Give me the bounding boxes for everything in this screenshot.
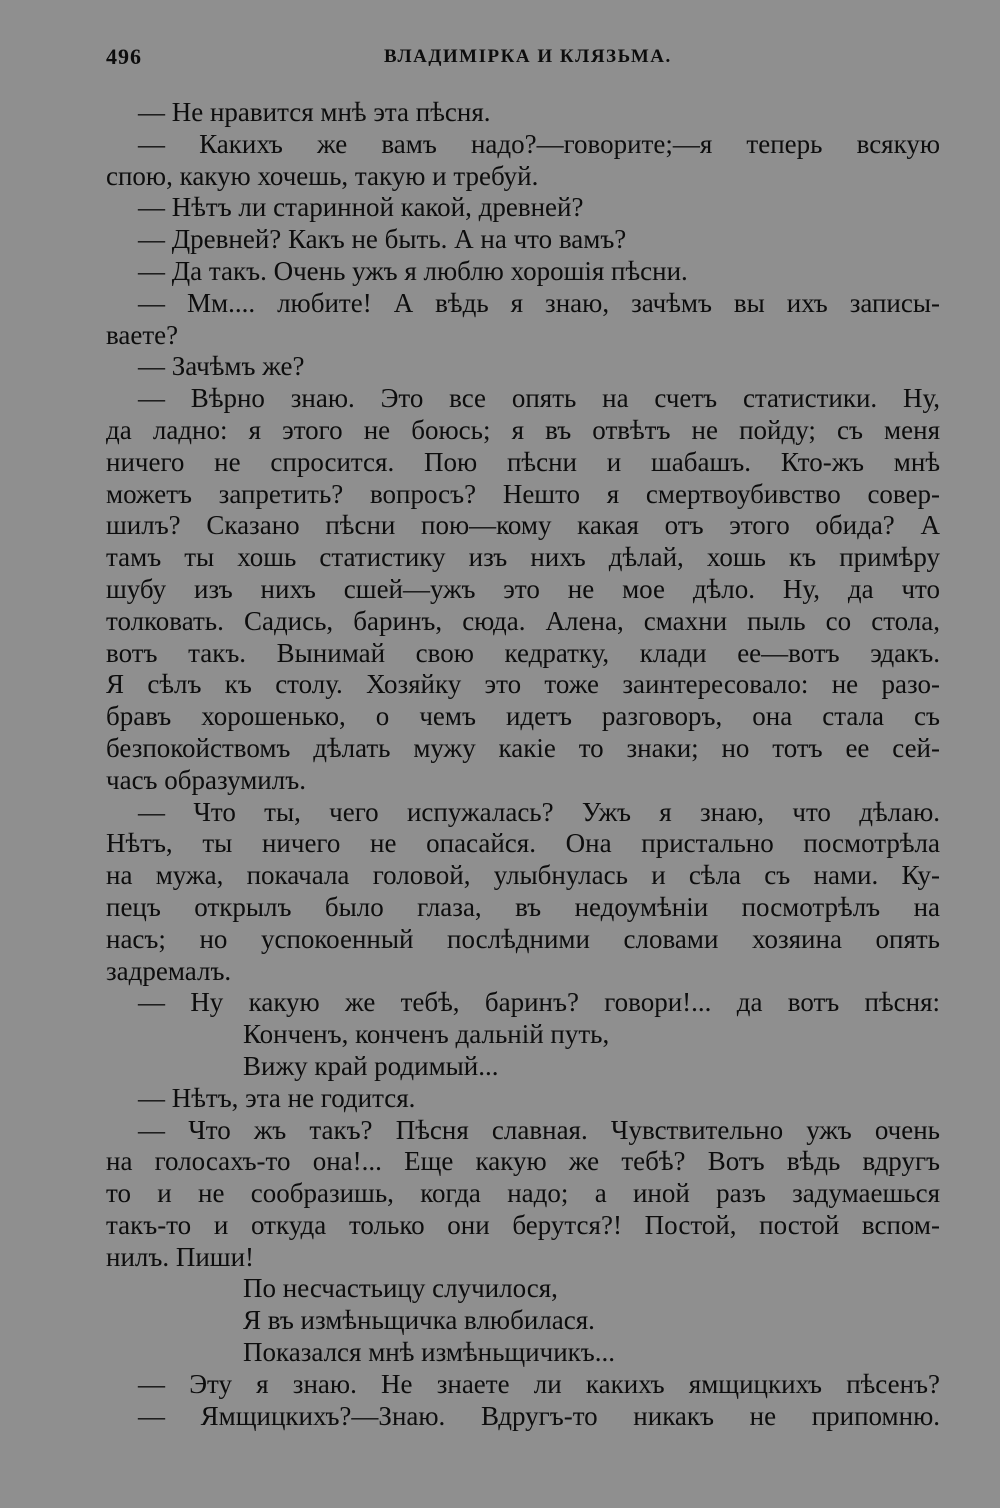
text-line: ваете? [106, 319, 179, 350]
text-line: — Древней? Какъ не быть. А на что вамъ? [138, 224, 627, 255]
text-line: шубу изъ нихъ сшей—ужъ это не мое дѣло. Ну, да что [106, 573, 940, 604]
text-line: — Ямщицкихъ?—Знаю. Вдругъ-то никакъ не припомню. [138, 1400, 940, 1431]
text-line: на мужа, покачала головой, улыбнулась и сѣла съ нами. Ку- [106, 860, 940, 891]
body-text [106, 97, 940, 1432]
page-number: 496 [106, 44, 142, 69]
text-line: насъ; но успокоенный послѣдними словами хозяина опять [106, 923, 940, 954]
text-line: — Мм.... любите! А вѣдь я знаю, зачѣмъ вы ихъ записы- [138, 287, 940, 318]
text-line: — Не нравится мнѣ эта пѣсня. [138, 97, 491, 127]
text-line: такъ-то и откуда только они берутся?! Постой, постой вспом- [106, 1209, 940, 1240]
text-line: — Да такъ. Очень ужъ я люблю хорошія пѣсни. [138, 255, 688, 286]
text-line: задремалъ. [106, 955, 232, 986]
text-line: — Зачѣмъ же? [138, 351, 305, 382]
verse-line: Показался мнѣ измѣньщичикъ... [243, 1337, 615, 1368]
text-line: Я сѣлъ къ столу. Хозяйку это тоже заинтересовало: не разо- [106, 669, 940, 700]
text-line: можетъ запретить? вопросъ? Нешто я смертвоубивство совер- [106, 478, 940, 509]
text-line: да ладно: я этого не боюсь; я въ отвѣтъ не пойду; съ меня [106, 414, 940, 445]
text-line: — Нѣтъ, эта не годится. [138, 1082, 416, 1113]
text-line: бравъ хорошенько, о чемъ идетъ разговоръ, она стала съ [106, 701, 940, 732]
text-line: шилъ? Сказано пѣсни пою—кому какая отъ этого обида? А [106, 510, 940, 541]
text-line: на голосахъ-то она!... Еще какую же тебѣ? Вотъ вѣдь вдругъ [106, 1146, 940, 1177]
text-line: — Какихъ же вамъ надо?—говорите;—я теперь всякую [138, 128, 940, 159]
text-line: ничего не спросится. Пою пѣсни и шабашъ. Кто-жъ мнѣ [106, 446, 940, 477]
text-line: тамъ ты хошь статистику изъ нихъ дѣлай, хошь къ примѣру [106, 542, 940, 573]
text-line: безпокойствомъ дѣлать мужу какіе то знаки; но тотъ ее сей- [106, 732, 940, 763]
verse-line: Я въ измѣньщичка влюбилася. [243, 1305, 595, 1336]
text-line: то и не сообразишь, когда надо; а иной разъ задумаешься [106, 1178, 940, 1209]
verse-line: По несчастьицу случилося, [243, 1273, 558, 1304]
text-line: вотъ такъ. Вынимай свою кедратку, клади ее—вотъ эдакъ. [106, 637, 940, 668]
verse-line: Вижу край родимый... [243, 1050, 499, 1081]
text-line: часъ образумилъ. [106, 764, 306, 795]
text-line: — Вѣрно знаю. Это все опять на счетъ статистики. Ну, [138, 383, 940, 414]
text-line: пецъ открылъ было глаза, въ недоумѣніи посмотрѣлъ на [106, 891, 940, 922]
text-line: — Ну какую же тебѣ, баринъ? говори!... да вотъ пѣсня: [138, 987, 940, 1018]
book-page [106, 44, 940, 1432]
text-line: — Что жъ такъ? Пѣсня славная. Чувствительно ужъ очень [138, 1114, 940, 1145]
text-line: нилъ. Пиши! [106, 1241, 255, 1272]
text-line: спою, какую хочешь, такую и требуй. [106, 160, 539, 191]
text-line: — Эту я знаю. Не знаете ли какихъ ямщицкихъ пѣсенъ? [138, 1368, 940, 1399]
text-line: Нѣтъ, ты ничего не опасайся. Она пристально посмотрѣла [106, 828, 940, 859]
running-head: ВЛАДИМІРКА И КЛЯЗЬМА. [384, 46, 672, 67]
text-line: — Нѣтъ ли старинной какой, древней? [138, 192, 584, 223]
verse-line: Конченъ, конченъ дальній путь, [243, 1019, 610, 1050]
text-line: — Что ты, чего испужалась? Ужъ я знаю, что дѣлаю. [138, 796, 940, 827]
page-header [106, 44, 940, 84]
text-line: толковать. Садись, баринъ, сюда. Алена, смахни пыль со стола, [106, 605, 940, 636]
